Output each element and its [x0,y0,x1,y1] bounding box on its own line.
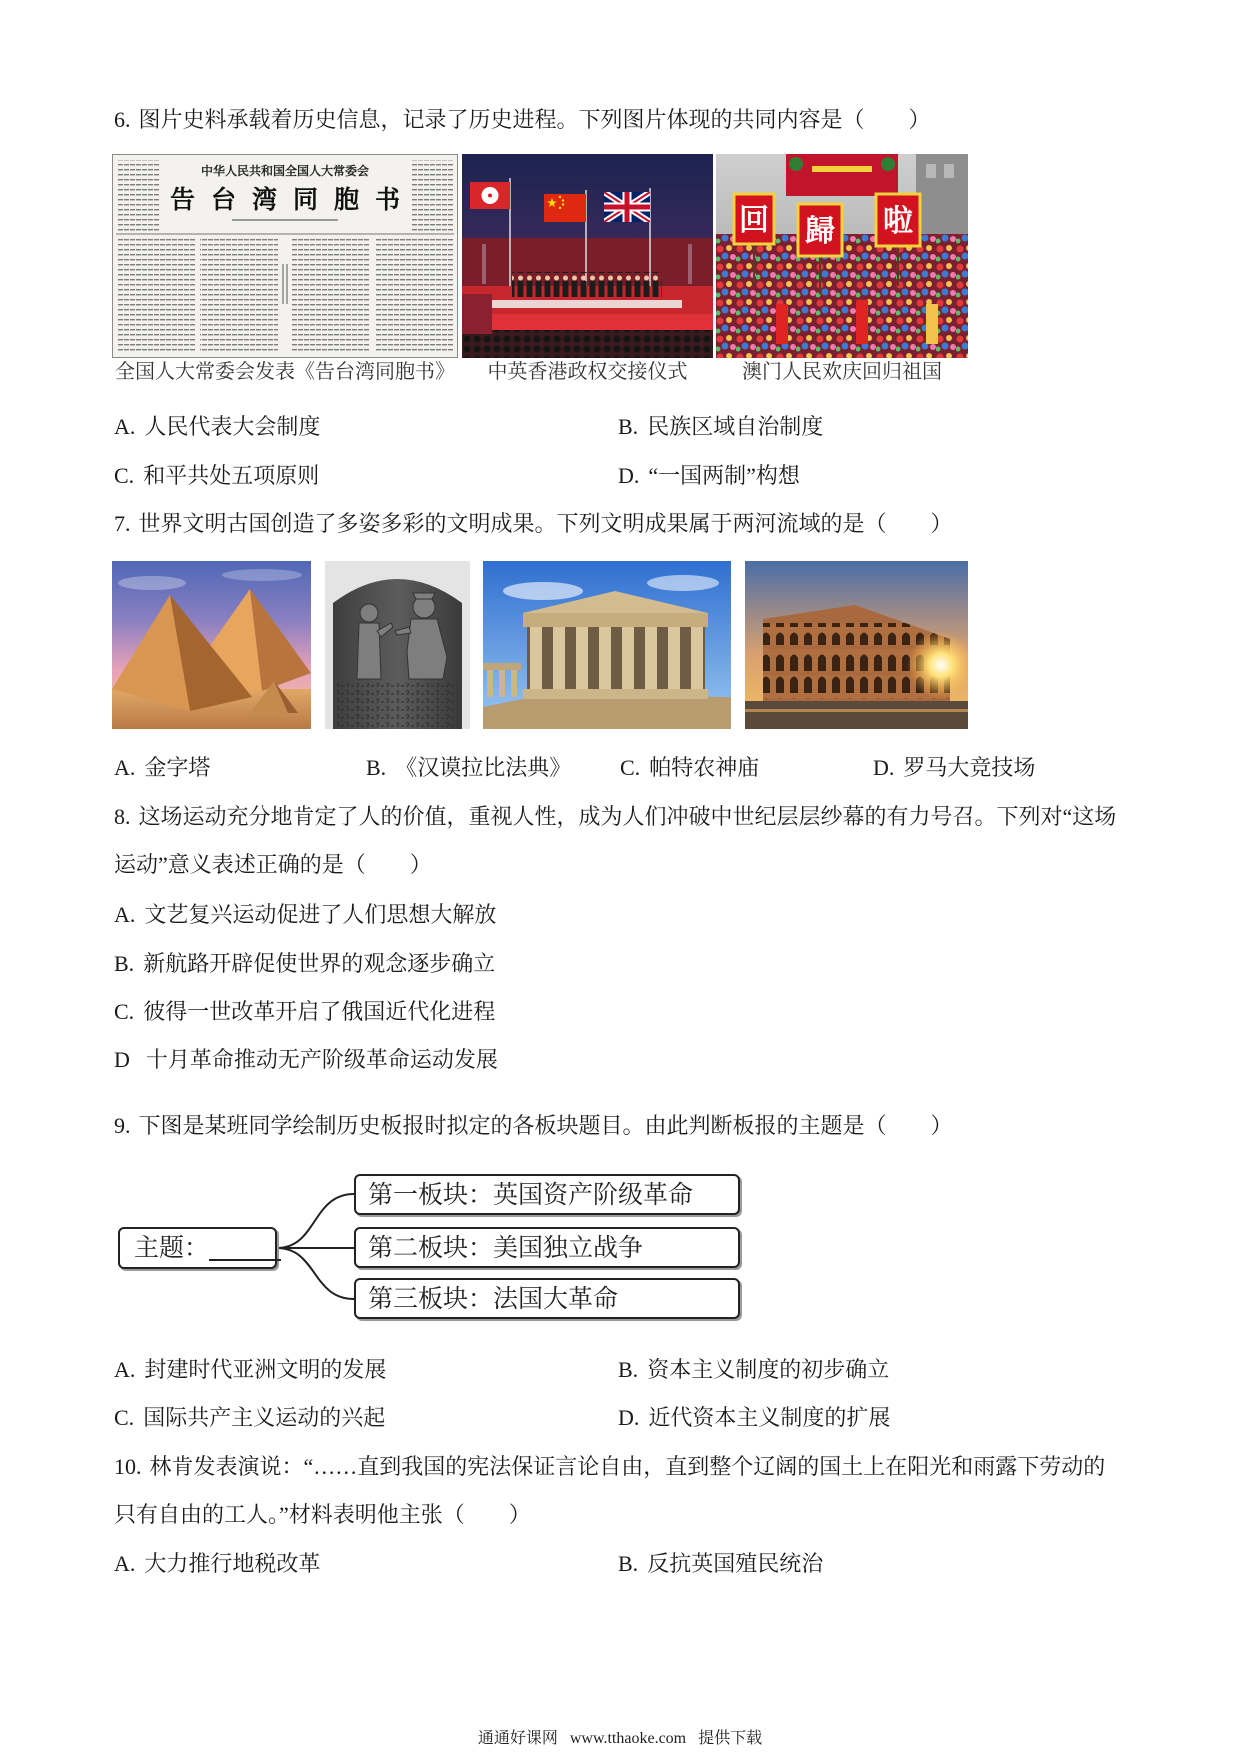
option-label: C. [114,463,135,488]
question-text: 这场运动充分地肯定了人的价值，重视人性，成为人们冲破中世纪层层纱幕的有力号召。下列对“这场 [138,804,1117,829]
option-d[interactable] [618,462,800,490]
question-text: 世界文明古国创造了多姿多彩的文明成果。下列文明成果属于两河流域的是（ ） [138,511,953,536]
question-stem-continued: 运动”意义表述正确的是（ ） [114,852,432,877]
question-stem [114,106,931,134]
option-a[interactable] [114,413,320,441]
option-a[interactable] [114,754,210,782]
option-text: 彼得一世改革开启了俄国近代化进程 [143,999,496,1024]
option-text: 民族区域自治制度 [647,414,824,439]
question-stem [114,1112,953,1140]
option-text: 新航路开辟促使世界的观念逐步确立 [143,951,496,976]
section-box-1: 第一板块：英国资产阶级革命 [354,1174,740,1215]
theme-box [118,1227,277,1269]
option-text: 金字塔 [144,755,211,780]
question-stem [114,803,1116,831]
option-b[interactable] [366,754,571,782]
option-label: B. [618,1551,639,1576]
celebration-sign [798,204,842,256]
option-label: A. [114,1357,136,1382]
theme-label: 主题： [134,1233,210,1262]
newspaper-photo [112,154,458,358]
option-label: B. [366,755,387,780]
option-text: 资本主义制度的初步确立 [647,1357,890,1382]
question-text: 林肯发表演说：“……直到我国的宪法保证言论自由，直到整个辽阔的国土上在阳光和雨露下劳动的 [149,1454,1106,1479]
option-text: 《汉谟拉比法典》 [395,755,572,780]
option-c[interactable] [114,998,495,1026]
question-number: 10. [114,1454,142,1479]
question-text: 图片史料承载着历史信息，记录了历史进程。下列图片体现的共同内容是（ ） [138,107,931,132]
theme-diagram [112,1168,752,1328]
svg-text:回: 回 [739,203,769,238]
option-text: 反抗英国殖民统治 [647,1551,824,1576]
option-label: B. [618,1357,639,1382]
option-text: 帕特农神庙 [649,755,760,780]
macau-celebration-photo [716,154,968,358]
question-text: 下图是某班同学绘制历史板报时拟定的各板块题目。由此判断板报的主题是（ ） [138,1113,953,1138]
option-text: 国际共产主义运动的兴起 [143,1405,386,1430]
page-footer: 通通好课网 www.tthaoke.com 提供下载 [477,1730,763,1747]
option-label: A. [114,755,136,780]
option-label: D. [873,755,895,780]
option-b[interactable] [618,1356,889,1384]
option-label: B. [114,951,135,976]
option-d[interactable] [114,1046,498,1074]
option-text: 近代资本主义制度的扩展 [648,1405,891,1430]
option-text: “一国两制”构想 [648,463,800,488]
section-box-3: 第三板块：法国大革命 [354,1278,740,1319]
option-a[interactable] [114,901,496,929]
option-d[interactable] [618,1404,890,1432]
option-label: D [114,1047,130,1072]
hong-kong-flag [470,182,510,209]
handover-ceremony-photo [462,154,713,358]
option-text: 文艺复兴运动促进了人们思想大解放 [144,902,497,927]
hammurabi-stele-photo [325,561,470,729]
option-label: C. [114,1405,135,1430]
option-label: A. [114,902,136,927]
option-b[interactable] [618,1550,823,1578]
option-b[interactable] [114,950,495,978]
option-label: D. [618,1405,640,1430]
option-c[interactable] [114,462,319,490]
parthenon-photo [483,561,731,729]
question-number: 6. [114,107,131,132]
option-b[interactable] [618,413,823,441]
figure-caption: 澳门人民欢庆回归祖国 [742,361,942,383]
option-label: C. [620,755,641,780]
option-a[interactable] [114,1550,320,1578]
option-d[interactable] [873,754,1035,782]
china-flag [544,194,586,222]
celebration-sign [876,194,920,246]
pyramids-photo [112,561,311,729]
newspaper-title: 告台湾同胞书 [169,185,417,214]
option-label: B. [618,414,639,439]
figure-caption: 全国人大常委会发表《告台湾同胞书》 [115,361,455,383]
figure-caption: 中英香港政权交接仪式 [487,361,688,383]
option-label: D. [618,463,640,488]
question-stem [114,1453,1105,1481]
question-number: 8. [114,804,131,829]
option-label: A. [114,414,136,439]
question-stem-continued: 只有自由的工人。”材料表明他主张（ ） [114,1502,531,1527]
colosseum-photo [745,561,968,729]
option-text: 罗马大竞技场 [903,755,1036,780]
question-number: 7. [114,511,131,536]
option-text: 大力推行地税改革 [144,1551,321,1576]
option-text: 十月革命推动无产阶级革命运动发展 [145,1047,498,1072]
option-label: A. [114,1551,136,1576]
question-number: 9. [114,1113,131,1138]
option-label: C. [114,999,135,1024]
section-box-2: 第二板块：美国独立战争 [354,1227,740,1268]
option-a[interactable] [114,1356,386,1384]
option-text: 和平共处五项原则 [143,463,320,488]
option-c[interactable] [114,1404,385,1432]
svg-text:歸: 歸 [805,214,835,249]
option-text: 封建时代亚洲文明的发展 [144,1357,387,1382]
option-c[interactable] [620,754,759,782]
svg-text:啦: 啦 [883,204,913,239]
celebration-sign [734,194,774,244]
theme-blank [209,1229,281,1261]
uk-flag [604,192,650,222]
question-stem [114,510,953,538]
newspaper-header: 中华人民共和国全国人大常委会 [200,164,370,178]
option-text: 人民代表大会制度 [144,414,321,439]
